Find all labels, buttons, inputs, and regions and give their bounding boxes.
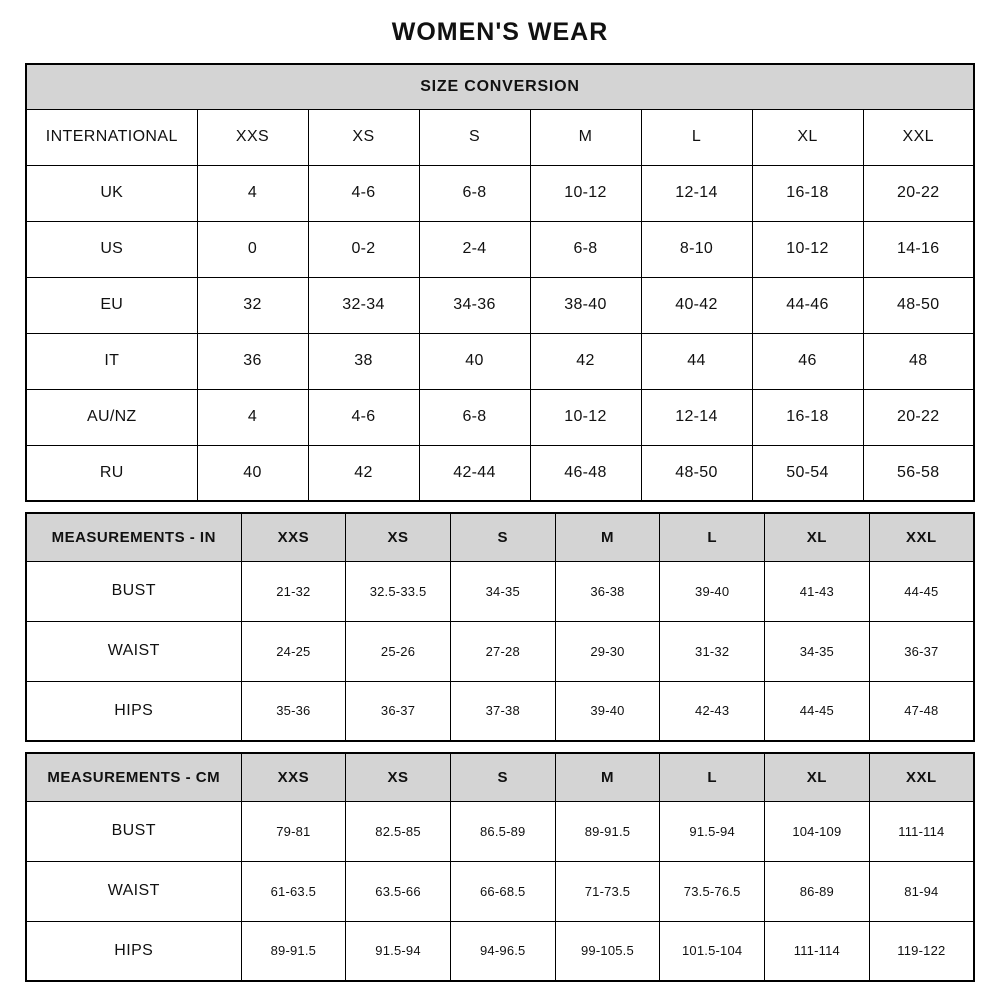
value-cell: 79-81	[241, 801, 346, 861]
value-cell: 36-38	[555, 561, 660, 621]
value-cell: 20-22	[863, 165, 974, 221]
column-header: M	[555, 753, 660, 801]
column-header: XS	[346, 513, 451, 561]
value-cell: 4	[197, 165, 308, 221]
value-cell: 48-50	[863, 277, 974, 333]
table-row	[26, 445, 974, 501]
value-cell: 32-34	[308, 277, 419, 333]
table-row	[26, 681, 974, 741]
value-cell: 48-50	[641, 445, 752, 501]
value-cell: 10-12	[752, 221, 863, 277]
table-row	[26, 165, 974, 221]
column-header: L	[660, 753, 765, 801]
value-cell: 36-37	[869, 621, 974, 681]
value-cell: 50-54	[752, 445, 863, 501]
value-cell: 31-32	[660, 621, 765, 681]
value-cell: 12-14	[641, 389, 752, 445]
value-cell: 6-8	[419, 165, 530, 221]
value-cell: 4-6	[308, 389, 419, 445]
value-cell: 39-40	[555, 681, 660, 741]
value-cell: 44-46	[752, 277, 863, 333]
value-cell: 10-12	[530, 165, 641, 221]
row-label: HIPS	[26, 681, 241, 741]
measurements-in-table	[25, 512, 975, 742]
value-cell: 34-35	[765, 621, 870, 681]
row-label: AU/NZ	[26, 389, 197, 445]
value-cell: 46	[752, 333, 863, 389]
value-cell: 91.5-94	[346, 921, 451, 981]
value-cell: 48	[863, 333, 974, 389]
value-cell: 29-30	[555, 621, 660, 681]
value-cell: 82.5-85	[346, 801, 451, 861]
row-label: BUST	[26, 561, 241, 621]
value-cell: 24-25	[241, 621, 346, 681]
value-cell: 38-40	[530, 277, 641, 333]
value-cell: 111-114	[869, 801, 974, 861]
row-label: UK	[26, 165, 197, 221]
column-header: XXS	[241, 513, 346, 561]
value-cell: 21-32	[241, 561, 346, 621]
value-cell: 0-2	[308, 221, 419, 277]
value-cell: 34-36	[419, 277, 530, 333]
measurements-cm-table	[25, 752, 975, 982]
value-cell: 99-105.5	[555, 921, 660, 981]
column-header: XXL	[869, 513, 974, 561]
value-cell: 2-4	[419, 221, 530, 277]
column-header: XXS	[241, 753, 346, 801]
size-conversion-table-grid	[25, 63, 975, 502]
value-cell: 40	[419, 333, 530, 389]
column-header: M	[555, 513, 660, 561]
value-cell: 27-28	[450, 621, 555, 681]
column-header: XXL	[869, 753, 974, 801]
value-cell: 44-45	[869, 561, 974, 621]
table-row	[26, 333, 974, 389]
value-cell: 56-58	[863, 445, 974, 501]
column-header: XL	[752, 109, 863, 165]
row-label: RU	[26, 445, 197, 501]
value-cell: 42	[530, 333, 641, 389]
column-header: S	[450, 513, 555, 561]
value-cell: 36	[197, 333, 308, 389]
value-cell: 4	[197, 389, 308, 445]
column-header: XXS	[197, 109, 308, 165]
row-label: EU	[26, 277, 197, 333]
value-cell: 71-73.5	[555, 861, 660, 921]
value-cell: 44	[641, 333, 752, 389]
value-cell: 104-109	[765, 801, 870, 861]
value-cell: 81-94	[869, 861, 974, 921]
value-cell: 44-45	[765, 681, 870, 741]
column-header: S	[450, 753, 555, 801]
corner-header: MEASUREMENTS - CM	[26, 753, 241, 801]
row-label: HIPS	[26, 921, 241, 981]
row-label: US	[26, 221, 197, 277]
value-cell: 38	[308, 333, 419, 389]
column-header: L	[641, 109, 752, 165]
value-cell: 8-10	[641, 221, 752, 277]
header-row	[26, 513, 974, 561]
value-cell: 37-38	[450, 681, 555, 741]
value-cell: 94-96.5	[450, 921, 555, 981]
value-cell: 6-8	[419, 389, 530, 445]
value-cell: 12-14	[641, 165, 752, 221]
header-row	[26, 109, 974, 165]
column-header: S	[419, 109, 530, 165]
value-cell: 25-26	[346, 621, 451, 681]
value-cell: 86-89	[765, 861, 870, 921]
table-row	[26, 561, 974, 621]
table-row	[26, 621, 974, 681]
size-conversion-table	[25, 63, 975, 502]
value-cell: 61-63.5	[241, 861, 346, 921]
column-header: XL	[765, 753, 870, 801]
page-title: WOMEN'S WEAR	[391, 18, 609, 46]
value-cell: 4-6	[308, 165, 419, 221]
value-cell: 101.5-104	[660, 921, 765, 981]
value-cell: 0	[197, 221, 308, 277]
value-cell: 73.5-76.5	[660, 861, 765, 921]
column-header: XS	[346, 753, 451, 801]
corner-header: INTERNATIONAL	[26, 109, 197, 165]
measurements-cm-table-grid	[25, 752, 975, 982]
value-cell: 89-91.5	[241, 921, 346, 981]
value-cell: 6-8	[530, 221, 641, 277]
value-cell: 40	[197, 445, 308, 501]
value-cell: 42-44	[419, 445, 530, 501]
corner-header: MEASUREMENTS - IN	[26, 513, 241, 561]
column-header: M	[530, 109, 641, 165]
column-header: XS	[308, 109, 419, 165]
value-cell: 16-18	[752, 389, 863, 445]
value-cell: 89-91.5	[555, 801, 660, 861]
table-row	[26, 801, 974, 861]
value-cell: 34-35	[450, 561, 555, 621]
value-cell: 86.5-89	[450, 801, 555, 861]
column-header: XXL	[863, 109, 974, 165]
value-cell: 14-16	[863, 221, 974, 277]
table-row	[26, 921, 974, 981]
value-cell: 63.5-66	[346, 861, 451, 921]
table-title: SIZE CONVERSION	[26, 64, 974, 109]
value-cell: 66-68.5	[450, 861, 555, 921]
row-label: IT	[26, 333, 197, 389]
column-header: XL	[765, 513, 870, 561]
value-cell: 39-40	[660, 561, 765, 621]
row-label: WAIST	[26, 621, 241, 681]
column-header: L	[660, 513, 765, 561]
value-cell: 42-43	[660, 681, 765, 741]
value-cell: 20-22	[863, 389, 974, 445]
value-cell: 41-43	[765, 561, 870, 621]
table-row	[26, 389, 974, 445]
value-cell: 10-12	[530, 389, 641, 445]
value-cell: 16-18	[752, 165, 863, 221]
row-label: WAIST	[26, 861, 241, 921]
value-cell: 42	[308, 445, 419, 501]
row-label: BUST	[26, 801, 241, 861]
value-cell: 40-42	[641, 277, 752, 333]
table-row	[26, 221, 974, 277]
measurements-in-table-grid	[25, 512, 975, 742]
value-cell: 32	[197, 277, 308, 333]
value-cell: 46-48	[530, 445, 641, 501]
table-row	[26, 861, 974, 921]
header-row	[26, 753, 974, 801]
table-row	[26, 277, 974, 333]
value-cell: 36-37	[346, 681, 451, 741]
value-cell: 119-122	[869, 921, 974, 981]
value-cell: 47-48	[869, 681, 974, 741]
value-cell: 32.5-33.5	[346, 561, 451, 621]
value-cell: 91.5-94	[660, 801, 765, 861]
value-cell: 111-114	[765, 921, 870, 981]
table-title-row	[26, 64, 974, 109]
value-cell: 35-36	[241, 681, 346, 741]
